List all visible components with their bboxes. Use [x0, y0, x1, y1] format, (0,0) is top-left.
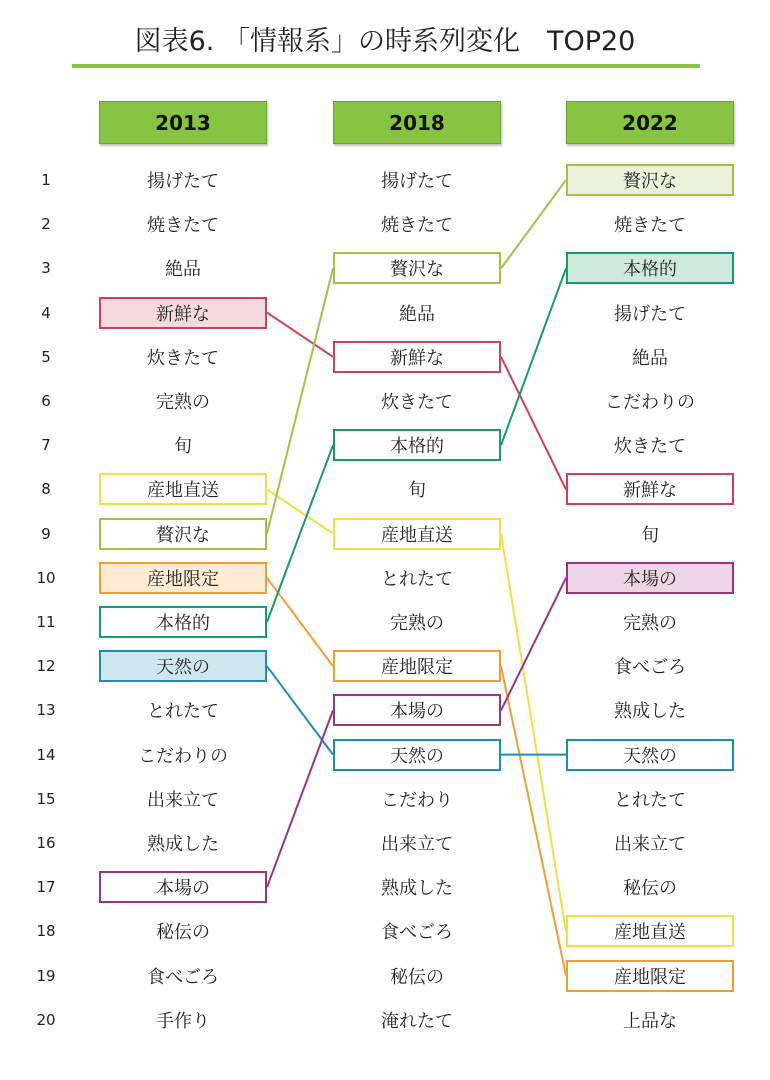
year-header-2022: 2022	[566, 101, 734, 144]
rank-change-line	[267, 666, 333, 754]
rank-change-line	[501, 268, 566, 445]
term-2013: 旬	[174, 436, 192, 458]
term-2013: 出来立て	[147, 789, 219, 811]
term-2018: こだわり	[381, 789, 453, 811]
highlighted-term-2022: 産地限定	[566, 960, 734, 992]
highlighted-term-2018: 産地直送	[333, 518, 501, 550]
rank-change-line	[501, 357, 566, 490]
term-2018: 揚げたて	[381, 171, 453, 192]
term-2013: 揚げたて	[147, 171, 219, 192]
rank-change-line	[501, 534, 566, 932]
highlighted-term-2022: 贅沢な	[566, 164, 734, 196]
term-2018: 淹れたて	[381, 1010, 453, 1032]
rank-change-line	[501, 666, 566, 975]
rank-number: 5	[41, 347, 51, 366]
term-2022: 炊きたて	[614, 436, 686, 458]
rank-change-line	[267, 313, 333, 357]
rank-number: 6	[41, 392, 51, 410]
term-2022: 食べごろ	[614, 657, 686, 679]
term-2018: 熟成した	[381, 878, 453, 900]
rank-number: 1	[41, 171, 51, 189]
term-2022: 完熟の	[623, 613, 677, 634]
year-header-2013: 2013	[99, 101, 267, 144]
term-2013: 焼きたて	[147, 215, 219, 237]
term-2013: 食べごろ	[147, 966, 219, 988]
rank-number: 13	[36, 701, 56, 720]
year-header-2018: 2018	[333, 101, 501, 144]
term-2022: 旬	[641, 524, 659, 546]
term-2018: 食べごろ	[381, 922, 453, 944]
rank-number: 8	[41, 480, 51, 499]
rank-number: 11	[36, 613, 56, 631]
rank-number: 4	[41, 303, 51, 322]
highlighted-term-2018: 本場の	[333, 694, 501, 726]
highlighted-term-2013: 産地限定	[99, 562, 267, 594]
term-2013: 絶品	[165, 259, 201, 281]
rank-number: 2	[41, 215, 51, 234]
rank-number: 10	[36, 568, 56, 587]
term-2018: 完熟の	[390, 613, 444, 634]
highlighted-term-2013: 本格的	[99, 606, 267, 638]
rank-number: 18	[36, 922, 56, 941]
rank-number: 14	[36, 745, 56, 764]
highlighted-term-2018: 本格的	[333, 429, 501, 461]
rank-number: 9	[41, 524, 51, 543]
rank-change-line	[267, 268, 333, 533]
rank-number: 19	[36, 966, 56, 985]
highlighted-term-2013: 新鮮な	[99, 297, 267, 329]
rank-number: 12	[36, 657, 56, 676]
term-2022: とれたて	[614, 789, 686, 811]
term-2013: 熟成した	[147, 834, 219, 855]
term-2018: 秘伝の	[390, 966, 444, 988]
term-2013: こだわりの	[138, 745, 228, 767]
term-2018: 絶品	[399, 303, 435, 325]
highlighted-term-2018: 贅沢な	[333, 252, 501, 284]
rank-change-line	[267, 445, 333, 622]
highlighted-term-2013: 産地直送	[99, 473, 267, 505]
term-2013: 秘伝の	[156, 922, 210, 944]
term-2022: 秘伝の	[623, 878, 677, 900]
highlighted-term-2022: 産地直送	[566, 915, 734, 947]
rank-change-line	[267, 578, 333, 666]
term-2018: 炊きたて	[381, 392, 453, 413]
highlighted-term-2018: 産地限定	[333, 650, 501, 682]
term-2022: 揚げたて	[614, 303, 686, 325]
highlighted-term-2018: 新鮮な	[333, 341, 501, 373]
rank-number: 20	[36, 1010, 56, 1029]
highlighted-term-2018: 天然の	[333, 739, 501, 771]
term-2022: こだわりの	[605, 392, 695, 413]
rank-number: 3	[41, 259, 51, 278]
highlighted-term-2013: 贅沢な	[99, 518, 267, 550]
rank-change-line	[501, 180, 566, 268]
rank-number: 16	[36, 834, 56, 852]
term-2018: 焼きたて	[381, 215, 453, 237]
rank-number: 17	[36, 878, 56, 897]
highlighted-term-2013: 天然の	[99, 650, 267, 682]
term-2013: とれたて	[147, 701, 219, 723]
rank-number: 7	[41, 436, 51, 455]
highlighted-term-2022: 本格的	[566, 252, 734, 284]
term-2022: 上品な	[623, 1010, 677, 1032]
term-2013: 炊きたて	[147, 347, 219, 369]
page-title: 図表6. 「情報系」の時系列変化 TOP20	[134, 26, 636, 57]
term-2018: とれたて	[381, 568, 453, 590]
highlighted-term-2022: 本場の	[566, 562, 734, 594]
term-2018: 旬	[408, 480, 426, 502]
highlighted-term-2022: 新鮮な	[566, 473, 734, 505]
rank-change-line	[267, 710, 333, 887]
rank-number: 15	[36, 789, 56, 808]
term-2013: 手作り	[156, 1010, 210, 1032]
term-2022: 絶品	[632, 347, 668, 369]
term-2022: 焼きたて	[614, 215, 686, 237]
highlighted-term-2013: 本場の	[99, 871, 267, 903]
term-2018: 出来立て	[381, 834, 453, 855]
term-2022: 出来立て	[614, 834, 686, 855]
term-2013: 完熟の	[156, 392, 210, 413]
highlighted-term-2022: 天然の	[566, 739, 734, 771]
term-2022: 熟成した	[614, 701, 686, 723]
